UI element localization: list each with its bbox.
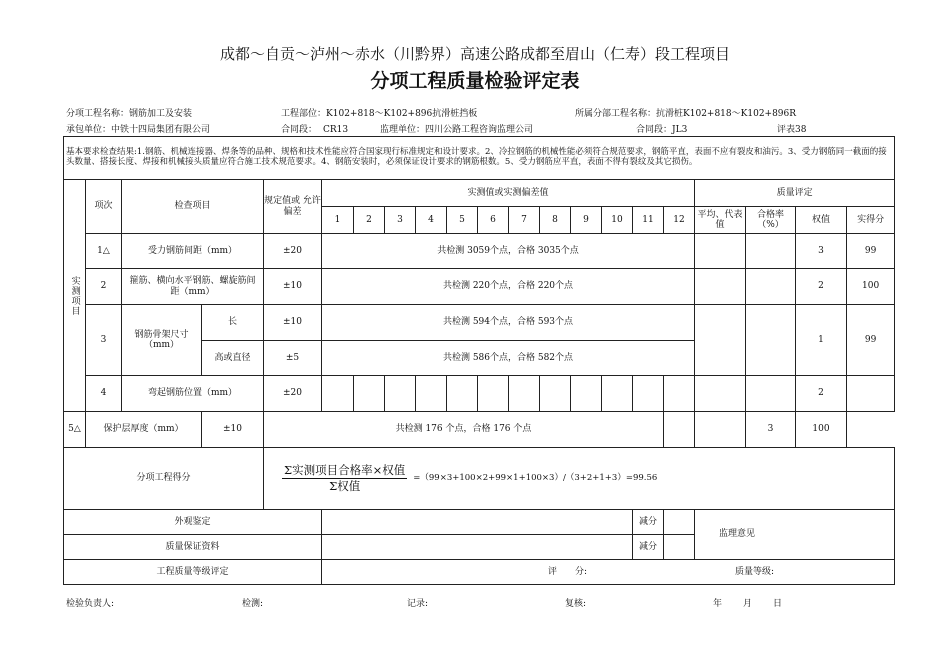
- row-item: 钢筋骨架尺寸（mm）: [122, 305, 202, 376]
- appearance-label: 外观鉴定: [64, 510, 322, 535]
- appearance-deduct-label: 减分: [633, 510, 664, 535]
- score-formula: [264, 464, 894, 493]
- point-col-4: 4: [416, 207, 447, 234]
- score-formula-cell: [264, 448, 895, 510]
- form-number: 评表38: [777, 125, 807, 135]
- appearance-deduct-value: [664, 510, 695, 535]
- row-avg: [695, 269, 746, 305]
- point-col-3: 3: [385, 207, 416, 234]
- measured-items-label: 实测项目: [64, 180, 86, 412]
- table-row: [64, 376, 895, 412]
- row-summary: 共检测 220个点，合格 220个点: [322, 269, 695, 305]
- contract2-label: 合同段：: [636, 125, 673, 135]
- point-col-6: 6: [478, 207, 509, 234]
- quality-grade-label: 质量等级:: [735, 567, 775, 577]
- row-weight: 3: [796, 234, 847, 269]
- supervisor-info: [380, 122, 533, 135]
- row-score: 99: [847, 234, 895, 269]
- point-cell: [385, 376, 416, 412]
- row-avg: [695, 376, 746, 412]
- point-cell: [633, 376, 664, 412]
- point-col-9: 9: [571, 207, 602, 234]
- table-row: [64, 412, 895, 448]
- row-weight: 3: [746, 412, 796, 448]
- row-spec: ±10: [202, 412, 264, 448]
- site-value: K102+818～K102+896抗滑桩挡板: [326, 109, 478, 119]
- date-day: 日: [773, 599, 783, 609]
- contract-value: CR13: [323, 125, 349, 135]
- recorder-label: 记录:: [407, 599, 429, 609]
- row-summary: 共检测 3059个点，合格 3035个点: [322, 234, 695, 269]
- point-cell: [447, 376, 478, 412]
- contract-label: 合同段：: [281, 125, 318, 135]
- col-header-pass-rate: 合格率（%）: [746, 207, 796, 234]
- row-item: 保护层厚度（mm）: [86, 412, 202, 448]
- score-label: 分项工程得分: [64, 448, 264, 510]
- score-result: =（99×3+100×2+99×1+100×3）/（3+2+1+3）=99.56: [413, 472, 658, 483]
- point-cell: [664, 376, 695, 412]
- row-summary: 共检测 586个点，合格 582个点: [322, 341, 695, 376]
- sub-project-value: 钢筋加工及安装: [129, 109, 193, 119]
- point-cell: [478, 376, 509, 412]
- supervisor-label: 监理单位：: [380, 125, 426, 135]
- inspection-table: [63, 136, 895, 585]
- row-pass-rate: [746, 269, 796, 305]
- row-no: 1△: [86, 234, 122, 269]
- row-spec: ±20: [264, 234, 322, 269]
- contractor-value: 中铁十四局集团有限公司: [111, 125, 211, 135]
- table-row: [64, 269, 895, 305]
- row-summary: 共检测 176 个点，合格 176 个点: [264, 412, 664, 448]
- division-value: 抗滑桩K102+818～K102+896R: [656, 109, 797, 119]
- row-pass-rate: [695, 412, 746, 448]
- contractor-label: 承包单位：: [66, 125, 112, 135]
- sub-project-label: 分项工程名称：: [66, 109, 130, 119]
- sub-project-info: [66, 106, 192, 119]
- grade-label: 工程质量等级评定: [64, 560, 322, 585]
- row-avg: [664, 412, 695, 448]
- row-weight: 1: [796, 305, 847, 376]
- qa-deduct-value: [664, 535, 695, 560]
- point-col-8: 8: [540, 207, 571, 234]
- qa-docs-label: 质量保证资料: [64, 535, 322, 560]
- division-info: [575, 106, 796, 119]
- point-cell: [322, 376, 354, 412]
- col-header-weight: 权值: [796, 207, 847, 234]
- row-pass-rate: [746, 234, 796, 269]
- col-header-eval: 质量评定: [695, 180, 895, 207]
- point-cell: [540, 376, 571, 412]
- point-cell: [571, 376, 602, 412]
- row-no: 2: [86, 269, 122, 305]
- point-col-10: 10: [602, 207, 633, 234]
- row-spec: ±20: [264, 376, 322, 412]
- tester-label: 检测:: [242, 599, 264, 609]
- basic-requirements: 基本要求检查结果:1.钢筋、机械连接器、焊条等的品种、规格和技术性能应符合国家现行标准规定和设计要求。2、冷拉钢筋的机械性能必须符合规范要求，钢筋平直，表面不应有裂皮和油污。3、受力钢筋同一截面的接头数量、搭接长度、焊接和机械接头质量应符合施工技术规范要求。4、钢筋安装时，必须保证设计要求的钢筋根数。5、受力钢筋应平直，表面不得有裂纹及其它损伤。: [64, 137, 895, 180]
- project-title: 成都～自贡～泸州～赤水（川黔界）高速公路成都至眉山（仁寿）段工程项目: [219, 45, 730, 63]
- row-pass-rate: [746, 376, 796, 412]
- inspector-label: 检验负责人:: [66, 599, 115, 609]
- date-year: 年: [713, 599, 723, 609]
- score-denominator: Σ权值: [329, 479, 361, 493]
- row-subitem: 长: [202, 305, 264, 341]
- row-spec: ±10: [264, 269, 322, 305]
- qa-docs-value: [322, 535, 633, 560]
- row-item: 弯起钢筋位置（mm）: [122, 376, 264, 412]
- row-weight: 2: [796, 269, 847, 305]
- point-cell: [416, 376, 447, 412]
- contractor-info: [66, 122, 210, 135]
- row-score: [847, 376, 895, 412]
- row-pass-rate: [746, 305, 796, 376]
- form-title: 分项工程质量检验评定表: [370, 70, 580, 92]
- appearance-value: [322, 510, 633, 535]
- qa-deduct-label: 减分: [633, 535, 664, 560]
- row-item: 箍筋、横向水平钢筋、螺旋筋间距（mm）: [122, 269, 264, 305]
- row-spec: ±10: [264, 305, 322, 341]
- date-month: 月: [743, 599, 753, 609]
- reviewer-label: 复核:: [565, 599, 587, 609]
- row-score: 100: [796, 412, 847, 448]
- col-header-avg: 平均、代表值: [695, 207, 746, 234]
- row-summary: 共检测 594个点，合格 593个点: [322, 305, 695, 341]
- row-score: 99: [847, 305, 895, 376]
- point-cell: [354, 376, 385, 412]
- row-item: 受力钢筋间距（mm）: [122, 234, 264, 269]
- col-header-no: 项次: [86, 180, 122, 234]
- contract-info: [281, 122, 348, 135]
- score-fraction: [282, 464, 407, 493]
- row-no: 5△: [64, 412, 86, 448]
- supervisor-opinion-label: 监理意见: [719, 529, 756, 540]
- division-label: 所属分部工程名称：: [575, 109, 657, 119]
- site-label: 工程部位：: [281, 109, 327, 119]
- col-header-measured: 实测值或实测偏差值: [322, 180, 695, 207]
- contract2-value: JL3: [672, 125, 688, 135]
- point-col-2: 2: [354, 207, 385, 234]
- row-subitem: 高或直径: [202, 341, 264, 376]
- table-row: [64, 234, 895, 269]
- point-cell: [602, 376, 633, 412]
- table-row: [64, 305, 895, 341]
- row-no: 3: [86, 305, 122, 376]
- point-col-11: 11: [633, 207, 664, 234]
- contract2-info: [636, 122, 687, 135]
- point-col-5: 5: [447, 207, 478, 234]
- row-spec: ±5: [264, 341, 322, 376]
- supervisor-opinion: [695, 510, 895, 560]
- rating-label: 评 分:: [548, 567, 588, 577]
- supervisor-value: 四川公路工程咨询监理公司: [425, 125, 534, 135]
- row-avg: [695, 234, 746, 269]
- site-info: [281, 106, 477, 119]
- row-no: 4: [86, 376, 122, 412]
- row-score: 100: [847, 269, 895, 305]
- point-col-7: 7: [509, 207, 540, 234]
- point-col-1: 1: [322, 207, 354, 234]
- point-col-12: 12: [664, 207, 695, 234]
- point-cell: [509, 376, 540, 412]
- score-numerator: Σ实测项目合格率×权值: [282, 464, 407, 479]
- col-header-score: 实得分: [847, 207, 895, 234]
- row-weight: 2: [796, 376, 847, 412]
- col-header-item: 检查项目: [122, 180, 264, 234]
- col-header-spec: 规定值或 允许偏差: [264, 180, 322, 234]
- grade-values: [322, 560, 895, 585]
- row-avg: [695, 305, 746, 376]
